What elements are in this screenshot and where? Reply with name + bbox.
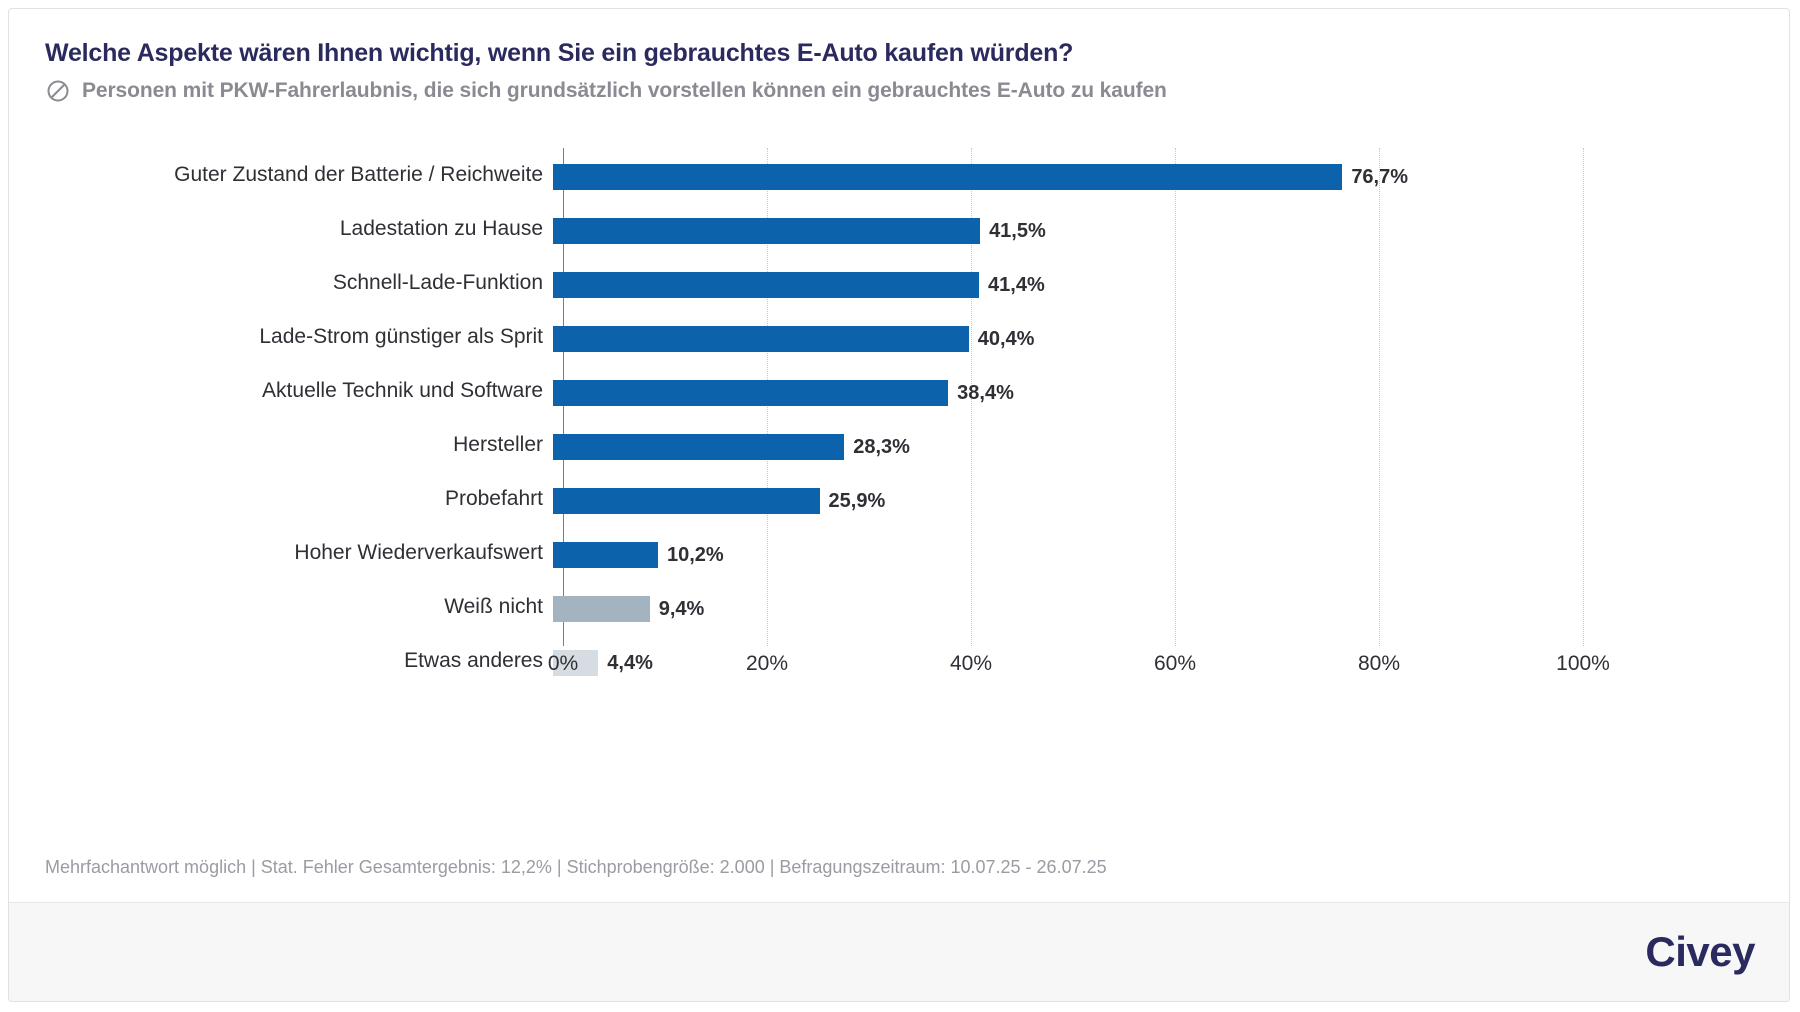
- x-axis-ticks: [547, 652, 1685, 692]
- bar-value-label: 40,4%: [977, 328, 1035, 350]
- target-slash-icon: [45, 78, 71, 104]
- bar-row: [43, 256, 1755, 310]
- bar-value-label: 10,2%: [666, 544, 724, 566]
- bar-value-label: 38,4%: [957, 382, 1014, 404]
- bar: [553, 218, 980, 244]
- bar: [553, 164, 1342, 190]
- bar-category-label: Hersteller: [453, 433, 543, 456]
- bar-category-label: Weiß nicht: [444, 595, 543, 618]
- subtitle-row: [45, 78, 1755, 104]
- x-tick-label: 20%: [745, 652, 789, 675]
- x-tick-label: 80%: [1357, 652, 1401, 675]
- bar-track: [553, 202, 1755, 256]
- bar-value-label: 28,3%: [853, 436, 910, 458]
- bar-value-label: 9,4%: [658, 598, 705, 620]
- bar: [553, 326, 969, 352]
- bar-row: [43, 526, 1755, 580]
- page-title: Welche Aspekte wären Ihnen wichtig, wenn Sie ein gebrauchtes E-Auto kaufen würden?: [45, 39, 1074, 67]
- bar-track: [553, 580, 1755, 634]
- bar-track: [553, 364, 1755, 418]
- bar-row: [43, 580, 1755, 634]
- bar: [553, 488, 820, 514]
- bar-value-label: 76,7%: [1351, 166, 1409, 188]
- bar-category-label: Etwas anderes: [404, 649, 543, 672]
- x-tick-label: 100%: [1556, 652, 1610, 675]
- bar-track: [553, 472, 1755, 526]
- bar-category-label: Lade-Strom günstiger als Sprit: [259, 325, 543, 348]
- bar: [553, 434, 844, 460]
- bar-category-label: Ladestation zu Hause: [339, 217, 543, 240]
- bar-value-label: 41,4%: [988, 274, 1045, 296]
- bar-track: [553, 310, 1755, 364]
- bar-value-label: 41,5%: [989, 220, 1046, 242]
- chart-body: [9, 9, 1789, 904]
- x-tick-label: 60%: [1153, 652, 1197, 675]
- x-tick-label: 0%: [547, 652, 579, 675]
- plot-area: [43, 148, 1755, 708]
- bar-row: [43, 364, 1755, 418]
- bar: [553, 380, 948, 406]
- bar: [553, 596, 650, 622]
- bar-track: [553, 256, 1755, 310]
- civey-logo: Civey: [1645, 928, 1755, 975]
- bar: [553, 272, 979, 298]
- bar-category-label: Schnell-Lade-Funktion: [332, 271, 543, 294]
- chart-footnote: Mehrfachantwort möglich | Stat. Fehler Gesamtergebnis: 12,2% | Stichprobengröße: 2.000 | Befragungszeitraum: 10.07.25 - 26.07.25: [45, 857, 1107, 877]
- bar-category-label: Hoher Wiederverkaufswert: [294, 541, 543, 564]
- bar-track: [553, 418, 1755, 472]
- bar-row: [43, 202, 1755, 256]
- bar-row: [43, 310, 1755, 364]
- bar-value-label: 25,9%: [828, 490, 886, 512]
- bar-row: [43, 418, 1755, 472]
- x-tick-label: 40%: [949, 652, 993, 675]
- subtitle-text: Personen mit PKW-Fahrerlaubnis, die sich grundsätzlich vorstellen können ein gebrauchtes E-Auto zu kaufen: [82, 79, 1167, 102]
- chart-card: [8, 8, 1790, 1002]
- bar-row: [43, 148, 1755, 202]
- bar-category-label: Guter Zustand der Batterie / Reichweite: [174, 163, 543, 186]
- bar: [553, 542, 658, 568]
- bar-track: [553, 148, 1755, 202]
- bar-track: [553, 526, 1755, 580]
- bar-row: [43, 472, 1755, 526]
- bar-category-label: Probefahrt: [444, 487, 543, 510]
- bar-category-label: Aktuelle Technik und Software: [262, 379, 543, 402]
- bar-value-label: 4,4%: [607, 652, 653, 674]
- brand-bar: [9, 902, 1789, 1001]
